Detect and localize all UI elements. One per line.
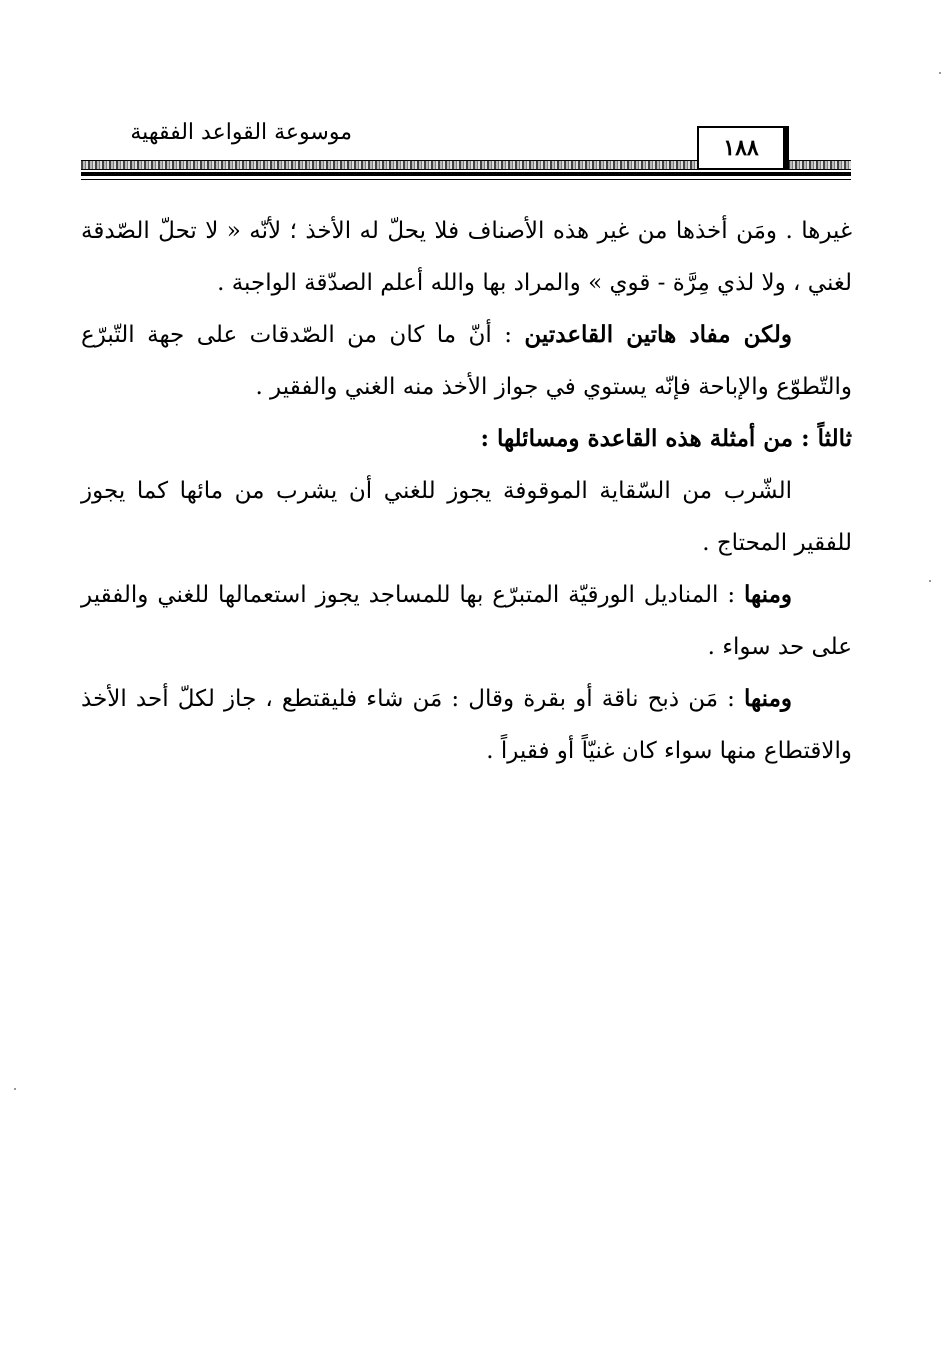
scan-speck [939,72,941,74]
paragraph-5 [81,673,852,777]
paragraph-1: غيرها . ومَن أخذها من غير هذه الأصناف فلا يحلّ له الأخذ ؛ لأنّه « لا تحلّ الصّدقة لغني ، ولا لذي مِرَّة - قوي » والمراد بها والله أعلم الصدّقة الواجبة . [81,218,852,296]
page-number-box [697,126,789,170]
header-rule-thin [81,179,851,180]
scan-speck [14,1088,16,1090]
section-heading: ثالثاً : من أمثلة هذه القاعدة ومسائلها : [480,425,852,452]
paragraph-4-text: : المناديل الورقيّة المتبرّع بها للمساجد يجوز استعمالها للغني والفقير على حد سواء . [81,582,852,660]
header-rule-thick [81,172,851,176]
paragraph-2-lead: ولكن مفاد هاتين القاعدتين [524,321,792,348]
paragraph-2-text: : أنّ ما كان من الصّدقات على جهة التّبرّع والتّطوّع والإباحة فإنّه يستوي في جواز الأخذ منه الغني والفقير . [81,322,852,400]
paragraph-5-lead: ومنها [744,685,792,712]
paragraph-2 [81,309,852,413]
paragraph-5-text: : مَن ذبح ناقة أو بقرة وقال : مَن شاء فليقتطع ، جاز لكلّ أحد الأخذ والاقتطاع منها سواء كان غنيّاً أو فقيراً . [81,686,852,764]
running-header-title: موسوعة القواعد الفقهية [130,120,352,145]
paragraph-4 [81,569,852,673]
page-number: ١٨٨ [723,135,759,161]
paragraph-4-lead: ومنها [744,581,793,608]
paragraph-3: الشّرب من السّقاية الموقوفة يجوز للغني أن يشرب من مائها كما يجوز للفقير المحتاج . [81,478,852,556]
page-body [81,205,852,777]
scan-speck [929,580,931,582]
